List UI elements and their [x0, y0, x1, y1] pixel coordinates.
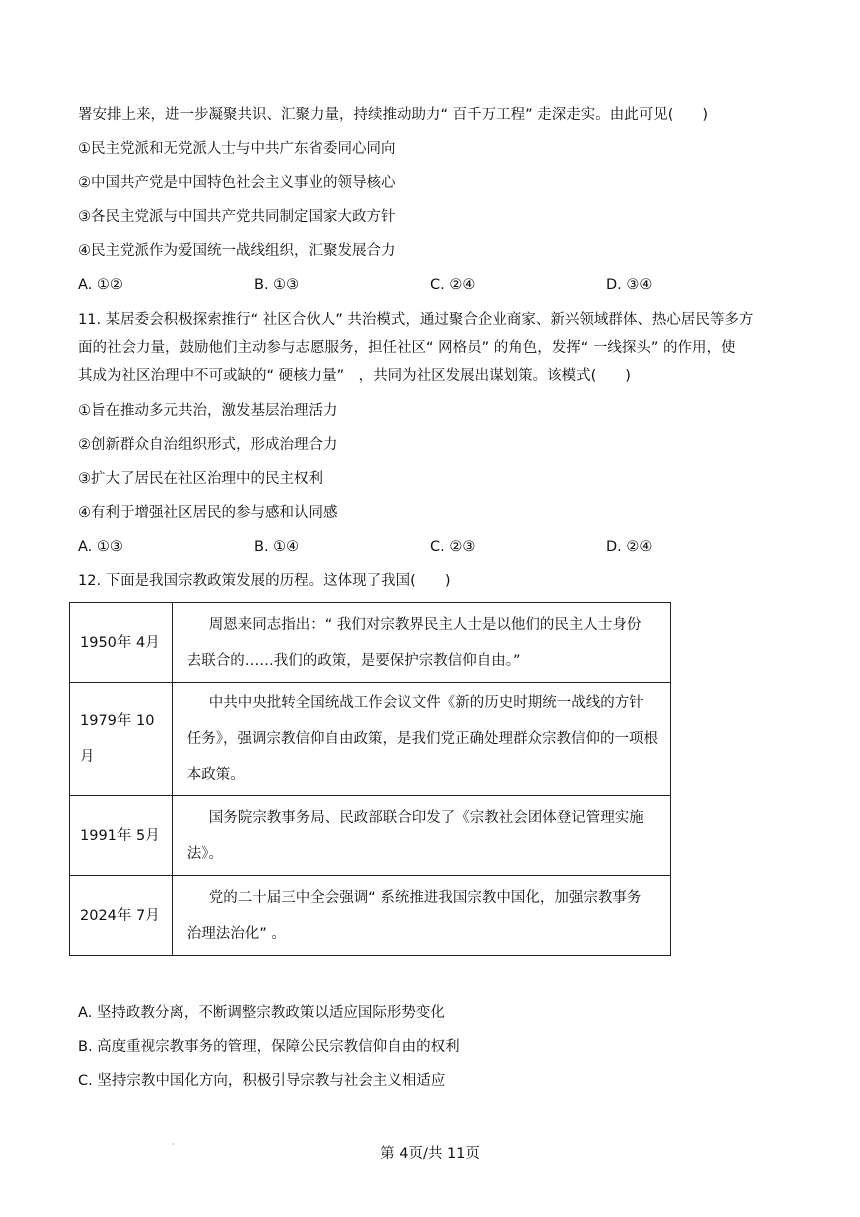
- q11-statement-1: ①旨在推动多元共治，激发基层治理活力: [78, 403, 338, 419]
- year-cell: [70, 603, 173, 683]
- year-cell: [70, 683, 173, 796]
- table-row: [70, 796, 671, 876]
- q10-statement-1: ①民主党派和无党派人士与中共广东省委同心同向: [78, 141, 396, 157]
- question-area: [78, 102, 788, 602]
- q10-option-d[interactable]: D. ③④: [606, 277, 653, 293]
- q10-option-a[interactable]: A. ①②: [78, 277, 123, 293]
- q11-statement-4: ④有利于增强社区居民的参与感和认同感: [78, 505, 338, 521]
- q11-statement-3: ③扩大了居民在社区治理中的民主权利: [78, 471, 323, 487]
- q12-option-c[interactable]: C. 坚持宗教中国化方向，积极引导宗教与社会主义相适应: [78, 1073, 446, 1089]
- q11-options: [78, 534, 788, 560]
- event-cell: [172, 603, 670, 683]
- religion-policy-table: [69, 602, 671, 956]
- q11-option-b[interactable]: B. ①④: [254, 539, 300, 555]
- event-line: 本政策。: [186, 767, 245, 783]
- event-line: 法》。: [186, 845, 223, 862]
- event-cell: [172, 683, 670, 796]
- event-line: 周恩来同志指出：“ 我们对宗教界民主人士是以他们的民主人士身份: [208, 616, 642, 633]
- event-line: 国务院宗教事务局、民政部联合印发了《宗教社会团体登记管理实施: [208, 809, 644, 826]
- q12-options: [78, 1000, 460, 1102]
- table-row: [70, 683, 671, 796]
- year-line: 2024年 7月: [80, 907, 160, 924]
- q11-stem: [78, 306, 788, 390]
- event-line: 中共中央批转全国统战工作会议文件《新的历史时期统一战线的方针: [208, 695, 644, 711]
- year-line: 月: [80, 749, 95, 765]
- table-row: [70, 603, 671, 683]
- q11-stem-line-1: 11. 某居委会积极探索推行“ 社区合伙人” 共治模式，通过聚合企业商家、新兴领域群体、热心居民等多方: [78, 312, 754, 328]
- event-line: 党的二十届三中全会强调“ 系统推进我国宗教中国化，加强宗教事务: [208, 889, 642, 906]
- q10-statement-3: ③各民主党派与中国共产党共同制定国家大政方针: [78, 209, 396, 225]
- q11-option-a[interactable]: A. ①③: [78, 539, 123, 555]
- q10-option-b[interactable]: B. ①③: [254, 277, 300, 293]
- year-line: 1979年 10: [80, 713, 155, 729]
- q11-statement-2: ②创新群众自治组织形式，形成治理合力: [78, 437, 338, 453]
- q11-option-c[interactable]: C. ②③: [430, 539, 476, 555]
- q10-options: [78, 272, 788, 298]
- q10-statement-2: ②中国共产党是中国特色社会主义事业的领导核心: [78, 175, 396, 191]
- event-line: 治理法治化” 。: [186, 925, 286, 942]
- q11-stem-line-3: 其成为社区治理中不可或缺的“ 硬核力量” ，共同为社区发展出谋划策。该模式( ): [78, 368, 631, 384]
- q12-option-b[interactable]: B. 高度重视宗教事务的管理，保障公民宗教信仰自由的权利: [78, 1039, 460, 1055]
- year-cell: [70, 876, 173, 956]
- year-line: 1991年 5月: [80, 827, 160, 844]
- event-line: 任务》，强调宗教信仰自由政策，是我们党正确处理群众宗教信仰的一项根: [186, 731, 658, 747]
- year-cell: [70, 796, 173, 876]
- q11-option-d[interactable]: D. ②④: [606, 539, 653, 555]
- q12-option-a[interactable]: A. 坚持政教分离，不断调整宗教政策以适应国际形势变化: [78, 1005, 445, 1021]
- event-line: 去联合的……我们的政策，是要保护宗教信仰自由。”: [186, 652, 521, 669]
- q12-stem: 12. 下面是我国宗教政策发展的历程。这体现了我国( ): [78, 573, 451, 589]
- q10-option-c[interactable]: C. ②④: [430, 277, 476, 293]
- q10-statement-4: ④民主党派作为爱国统一战线组织，汇聚发展合力: [78, 243, 396, 259]
- stray-dot: ·: [172, 1140, 175, 1149]
- table-row: [70, 876, 671, 956]
- event-cell: [172, 796, 670, 876]
- q10-stem-tail: 署安排上来，进一步凝聚共识、汇聚力量，持续推动助力“ 百千万工程” 走深走实。由此可见( ): [78, 107, 709, 123]
- page-footer: 第 4页/共 11页: [380, 1146, 480, 1162]
- q11-stem-line-2: 面的社会力量，鼓励他们主动参与志愿服务，担任社区“ 网格员” 的角色，发挥“ 一线探头” 的作用，使: [78, 340, 736, 356]
- event-cell: [172, 876, 670, 956]
- year-line: 1950年 4月: [80, 634, 160, 651]
